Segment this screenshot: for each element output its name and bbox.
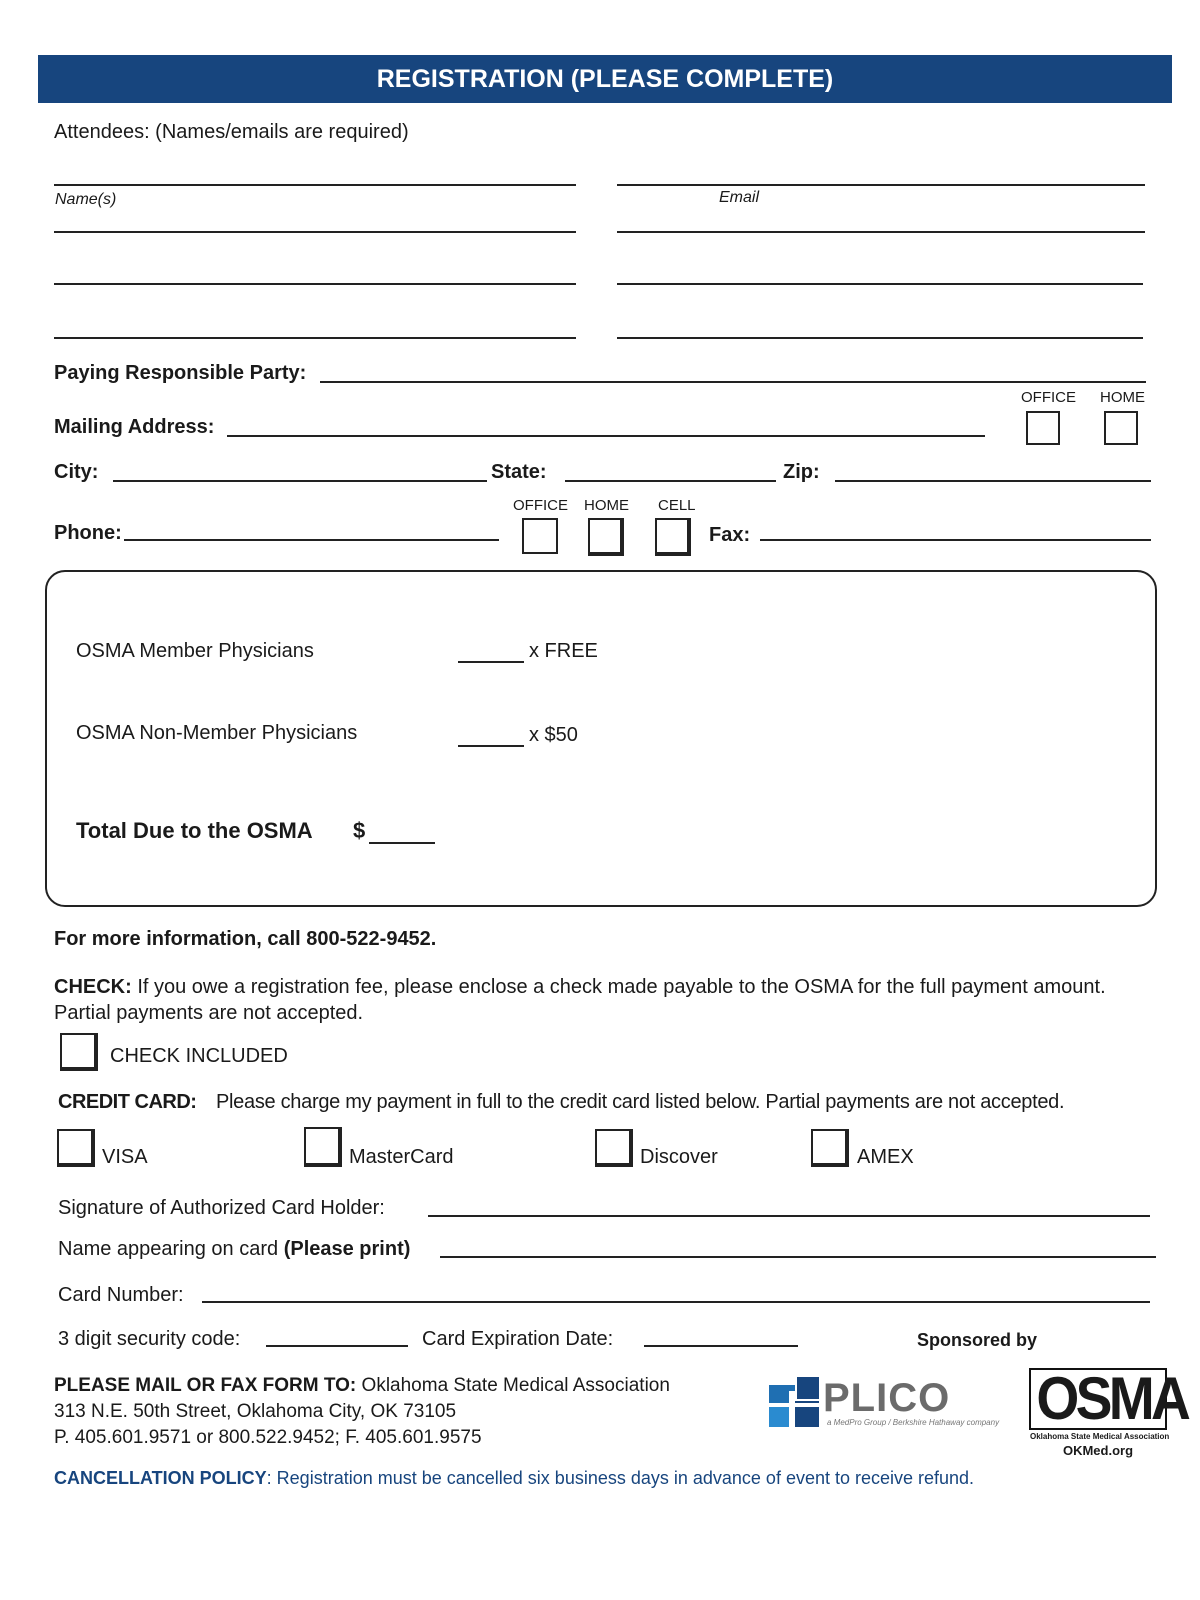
amex-label: AMEX bbox=[857, 1146, 914, 1168]
city-label: City: bbox=[54, 461, 99, 483]
name-on-card-label: Name appearing on card bbox=[58, 1238, 284, 1260]
address-office-checkbox[interactable] bbox=[1026, 411, 1060, 445]
osma-fullname: Oklahoma State Medical Association bbox=[1030, 1432, 1170, 1441]
discover-label: Discover bbox=[640, 1146, 718, 1168]
mastercard-checkbox[interactable] bbox=[304, 1127, 342, 1167]
address-home-checkbox[interactable] bbox=[1104, 411, 1138, 445]
sponsored-by: Sponsored by bbox=[917, 1330, 1038, 1350]
mail-phones: P. 405.601.9571 or 800.522.9452; F. 405.601.9575 bbox=[54, 1427, 482, 1448]
phone-line[interactable] bbox=[124, 539, 499, 541]
email-line-1[interactable] bbox=[617, 184, 1145, 186]
member-quantity-line[interactable] bbox=[458, 661, 524, 663]
mastercard-label: MasterCard bbox=[349, 1146, 454, 1168]
credit-card-label: CREDIT CARD: bbox=[58, 1091, 197, 1113]
mail-label: PLEASE MAIL OR FAX FORM TO: bbox=[54, 1375, 357, 1396]
nonmember-quantity-line[interactable] bbox=[458, 745, 524, 747]
check-label: CHECK: bbox=[54, 976, 132, 998]
state-line[interactable] bbox=[565, 480, 776, 482]
credit-card-text: Please charge my payment in full to the credit card listed below. Partial payments are not accepted. bbox=[216, 1091, 1065, 1113]
more-info: For more information, call 800-522-9452. bbox=[54, 928, 437, 950]
name-line-1[interactable] bbox=[54, 184, 576, 186]
discover-checkbox[interactable] bbox=[595, 1129, 633, 1167]
plico-logo-mark bbox=[769, 1377, 819, 1427]
nonmember-price: x $50 bbox=[529, 724, 578, 746]
attendees-heading: Attendees: (Names/emails are required) bbox=[54, 121, 409, 143]
osma-website: OKMed.org bbox=[1062, 1443, 1134, 1458]
plico-mark-icon bbox=[769, 1377, 819, 1427]
security-code-label: 3 digit security code: bbox=[58, 1328, 241, 1350]
nonmember-physicians-label: OSMA Non-Member Physicians bbox=[76, 722, 358, 744]
name-line-2[interactable] bbox=[54, 231, 576, 233]
total-due-label: Total Due to the OSMA bbox=[76, 818, 313, 843]
card-number-line[interactable] bbox=[202, 1301, 1150, 1303]
name-line-4[interactable] bbox=[54, 337, 576, 339]
mail-address: 313 N.E. 50th Street, Oklahoma City, OK 73105 bbox=[54, 1401, 457, 1422]
phone-home-checkbox[interactable] bbox=[588, 518, 624, 556]
signature-label: Signature of Authorized Card Holder: bbox=[58, 1197, 385, 1219]
zip-line[interactable] bbox=[835, 480, 1151, 482]
mail-org: Oklahoma State Medical Association bbox=[356, 1375, 670, 1396]
city-line[interactable] bbox=[113, 480, 487, 482]
visa-checkbox[interactable] bbox=[57, 1129, 95, 1167]
cancellation-text: : Registration must be cancelled six business days in advance of event to receive refund. bbox=[266, 1468, 975, 1488]
signature-line[interactable] bbox=[428, 1215, 1150, 1217]
total-amount-line[interactable] bbox=[369, 842, 435, 844]
address-home-label: HOME bbox=[1100, 389, 1145, 406]
member-physicians-label: OSMA Member Physicians bbox=[76, 640, 314, 662]
state-label: State: bbox=[491, 461, 547, 483]
email-line-3[interactable] bbox=[617, 283, 1143, 285]
plico-logo-text: PLICO bbox=[823, 1376, 951, 1420]
email-line-2[interactable] bbox=[617, 231, 1145, 233]
check-text: If you owe a registration fee, please enclose a check made payable to the OSMA for the full payment amount. bbox=[131, 976, 1106, 998]
name-line-3[interactable] bbox=[54, 283, 576, 285]
zip-label: Zip: bbox=[783, 461, 820, 483]
security-code-line[interactable] bbox=[266, 1345, 408, 1347]
mailing-address-line[interactable] bbox=[227, 435, 985, 437]
name-on-card-print: (Please print) bbox=[283, 1238, 411, 1260]
address-office-label: OFFICE bbox=[1021, 389, 1076, 406]
total-dollar-sign: $ bbox=[353, 818, 366, 843]
email-line-4[interactable] bbox=[617, 337, 1143, 339]
expiration-label: Card Expiration Date: bbox=[422, 1328, 614, 1350]
paying-party-line[interactable] bbox=[320, 381, 1146, 383]
phone-cell-checkbox[interactable] bbox=[655, 518, 691, 556]
check-text-2: Partial payments are not accepted. bbox=[54, 1002, 364, 1024]
page-title: REGISTRATION (PLEASE COMPLETE) bbox=[38, 55, 1172, 103]
phone-office-label: OFFICE bbox=[513, 497, 568, 514]
member-price: x FREE bbox=[529, 640, 598, 662]
visa-label: VISA bbox=[102, 1146, 148, 1168]
fax-line[interactable] bbox=[760, 539, 1151, 541]
email-label: Email bbox=[719, 189, 760, 206]
amex-checkbox[interactable] bbox=[811, 1129, 849, 1167]
card-number-label: Card Number: bbox=[58, 1284, 184, 1306]
plico-tagline: a MedPro Group / Berkshire Hathaway company bbox=[827, 1418, 1000, 1427]
expiration-line[interactable] bbox=[644, 1345, 798, 1347]
paying-party-label: Paying Responsible Party: bbox=[54, 362, 307, 384]
name-label: Name(s) bbox=[55, 191, 117, 208]
fax-label: Fax: bbox=[709, 524, 751, 546]
phone-label: Phone: bbox=[54, 522, 122, 544]
osma-logo-text: OSMA bbox=[1036, 1365, 1188, 1432]
phone-home-label: HOME bbox=[584, 497, 629, 514]
check-included-label: CHECK INCLUDED bbox=[110, 1045, 288, 1067]
phone-office-checkbox[interactable] bbox=[522, 518, 558, 554]
cancellation-label: CANCELLATION POLICY bbox=[54, 1468, 267, 1488]
phone-cell-label: CELL bbox=[658, 497, 696, 514]
check-included-checkbox[interactable] bbox=[60, 1033, 98, 1071]
mailing-address-label: Mailing Address: bbox=[54, 416, 215, 438]
name-on-card-line[interactable] bbox=[440, 1256, 1156, 1258]
osma-logo bbox=[1029, 1365, 1188, 1432]
